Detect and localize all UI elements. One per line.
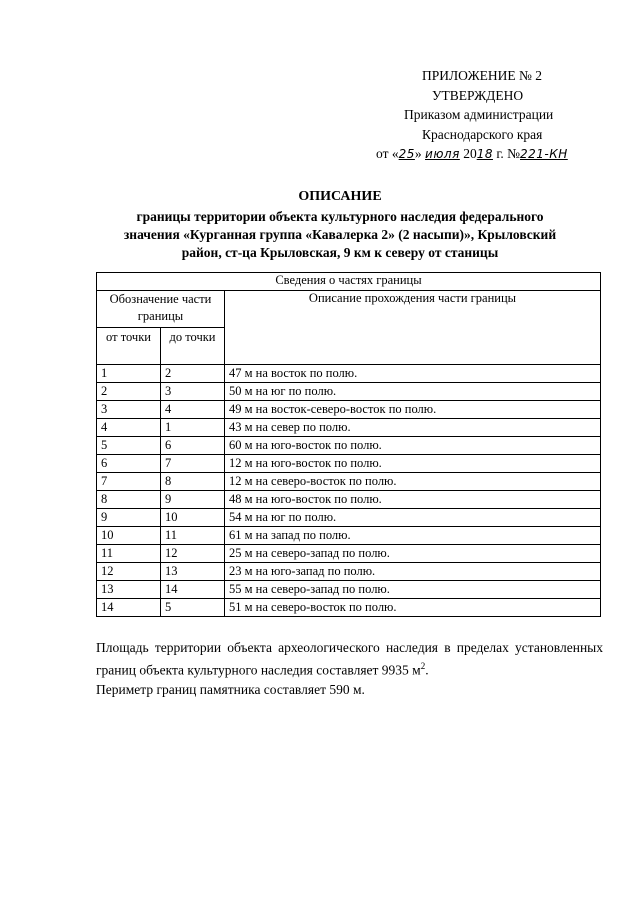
from-point: 10 [97,527,161,545]
from-point-header: от точки [97,328,161,365]
from-point: 2 [97,383,161,401]
table-row [97,437,601,455]
segment-description: 55 м на северо-запад по полю. [225,581,601,599]
order-number: 221-КН [520,147,568,161]
from-point: 3 [97,401,161,419]
to-point: 14 [161,581,225,599]
segment-description: 47 м на восток по полю. [225,365,601,383]
to-point: 12 [161,545,225,563]
from-point: 8 [97,491,161,509]
to-point: 1 [161,419,225,437]
table-row [97,365,601,383]
from-point: 6 [97,455,161,473]
to-point: 2 [161,365,225,383]
order-date-line: от «25» июля 2018 г. №221-КН [376,146,568,161]
table-row [97,545,601,563]
area-unit-superscript: 2 [420,661,426,671]
to-point: 9 [161,491,225,509]
to-point: 13 [161,563,225,581]
region-label: Краснодарского края [422,126,543,142]
to-point: 7 [161,455,225,473]
segment-description: 50 м на юг по полю. [225,383,601,401]
boundary-table [96,272,601,617]
to-point: 4 [161,401,225,419]
approved-label: УТВЕРЖДЕНО [432,87,524,103]
table-row [97,491,601,509]
from-point: 4 [97,419,161,437]
table-row [97,581,601,599]
from-point: 11 [97,545,161,563]
table-row [97,599,601,617]
title-line-1: границы территории объекта культурного наследия федерального [136,209,544,224]
segment-description: 60 м на юго-восток по полю. [225,437,601,455]
title-main: ОПИСАНИЕ [298,189,382,204]
table-row [97,401,601,419]
table-row [97,419,601,437]
perimeter-statement: Периметр границ памятника составляет 590 м. [96,681,365,697]
order-label: Приказом администрации [404,107,554,122]
from-point: 7 [97,473,161,491]
designation-header: Обозначение части границы [97,291,225,328]
to-point: 10 [161,509,225,527]
segment-description: 43 м на север по полю. [225,419,601,437]
from-point: 14 [97,599,161,617]
from-point: 9 [97,509,161,527]
table-row [97,509,601,527]
to-point: 3 [161,383,225,401]
segment-description: 23 м на юго-запад по полю. [225,563,601,581]
segment-description: 25 м на северо-запад по полю. [225,545,601,563]
title-line-2: значения «Курганная группа «Кавалерка 2» (2 насыпи)», Крыловский [123,227,557,242]
segment-description: 49 м на восток-северо-восток по полю. [225,401,601,419]
to-point: 8 [161,473,225,491]
order-month: июля [425,147,460,161]
segment-description: 12 м на юго-восток по полю. [225,455,601,473]
segment-description: 61 м на запад по полю. [225,527,601,545]
table-row [97,527,601,545]
area-statement: Площадь территории объекта археологического наследия в пределах установленных границ объекта культурного наследия составляет 9935 $м^2$. [96,640,603,678]
table-row [97,383,601,401]
table-body [97,365,601,617]
table-row [97,563,601,581]
to-point-header: до точки [161,328,225,365]
table-row [97,455,601,473]
table-header: Сведения о частях границы [97,273,601,291]
appendix-label: ПРИЛОЖЕНИЕ № 2 [422,68,543,83]
segment-description: 54 м на юг по полю. [225,509,601,527]
approval-block [360,66,616,165]
segment-description: 12 м на северо-восток по полю. [225,473,601,491]
segment-description: 48 м на юго-восток по полю. [225,491,601,509]
document-title [80,188,600,262]
to-point: 5 [161,599,225,617]
to-point: 6 [161,437,225,455]
from-point: 13 [97,581,161,599]
from-point: 12 [97,563,161,581]
order-year: 18 [476,147,493,161]
to-point: 11 [161,527,225,545]
description-header: Описание прохождения части границы [225,291,601,365]
from-point: 5 [97,437,161,455]
segment-description: 51 м на северо-восток по полю. [225,599,601,617]
area-paragraph [96,638,603,699]
from-point: 1 [97,365,161,383]
table-row [97,473,601,491]
order-day: 25 [398,147,415,161]
title-line-3: район, ст-ца Крыловская, 9 км к северу от станицы [181,245,499,260]
